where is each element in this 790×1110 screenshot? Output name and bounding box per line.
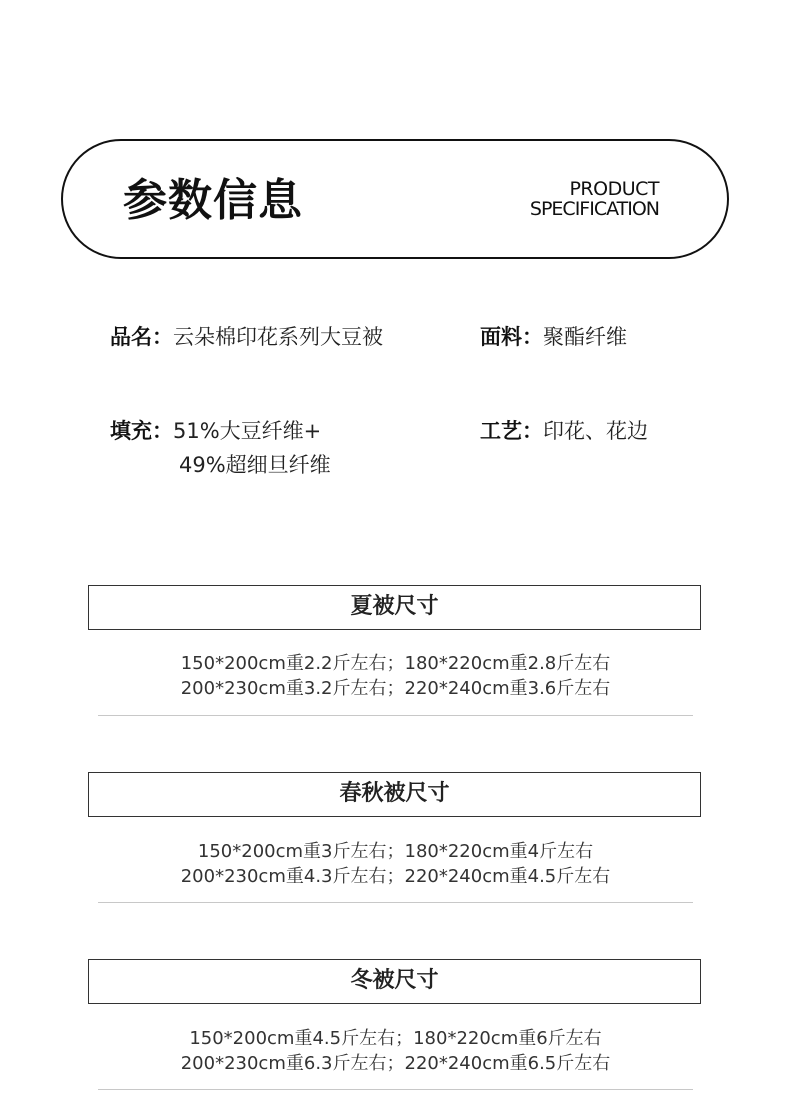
spec-value: 51%大豆纤维+ [173, 419, 322, 443]
size-line: 150*200cm重4.5斤左右；180*220cm重6斤左右 [189, 1028, 602, 1049]
summer-size-header: 夏被尺寸 [88, 585, 701, 630]
spec-filling [110, 414, 331, 482]
spec-product-name [110, 320, 383, 354]
spec-value-line2: 49%超细旦纤维 [179, 453, 331, 477]
winter-size-details [98, 1026, 693, 1076]
spec-value: 聚酯纤维 [543, 325, 627, 349]
section-divider [98, 715, 693, 716]
spec-label: 工艺： [480, 419, 543, 443]
size-line: 200*230cm重3.2斤左右；220*240cm重3.6斤左右 [180, 678, 611, 699]
spec-label: 品名： [110, 325, 173, 349]
winter-size-header: 冬被尺寸 [88, 959, 701, 1004]
spec-label: 填充： [110, 419, 173, 443]
summer-size-details [98, 651, 693, 701]
spec-craft [480, 414, 648, 448]
banner-en-line2: SPECIFICATION [529, 198, 659, 220]
size-line: 150*200cm重2.2斤左右；180*220cm重2.8斤左右 [180, 653, 611, 674]
spec-label: 面料： [480, 325, 543, 349]
section-divider [98, 902, 693, 903]
size-line: 200*230cm重6.3斤左右；220*240cm重6.5斤左右 [180, 1053, 611, 1074]
spec-value: 云朵棉印花系列大豆被 [173, 325, 383, 349]
spec-banner [61, 139, 729, 259]
banner-title: 参数信息 [123, 175, 303, 226]
section-divider [98, 1089, 693, 1090]
spring-autumn-size-header: 春秋被尺寸 [88, 772, 701, 817]
size-line: 200*230cm重4.3斤左右；220*240cm重4.5斤左右 [180, 866, 611, 887]
spec-value: 印花、花边 [543, 419, 648, 443]
spec-fabric [480, 320, 627, 354]
banner-en-line1: PRODUCT [569, 178, 659, 200]
size-line: 150*200cm重3斤左右；180*220cm重4斤左右 [197, 841, 594, 862]
spring-autumn-size-details [98, 839, 693, 889]
banner-english-caption [530, 179, 659, 219]
